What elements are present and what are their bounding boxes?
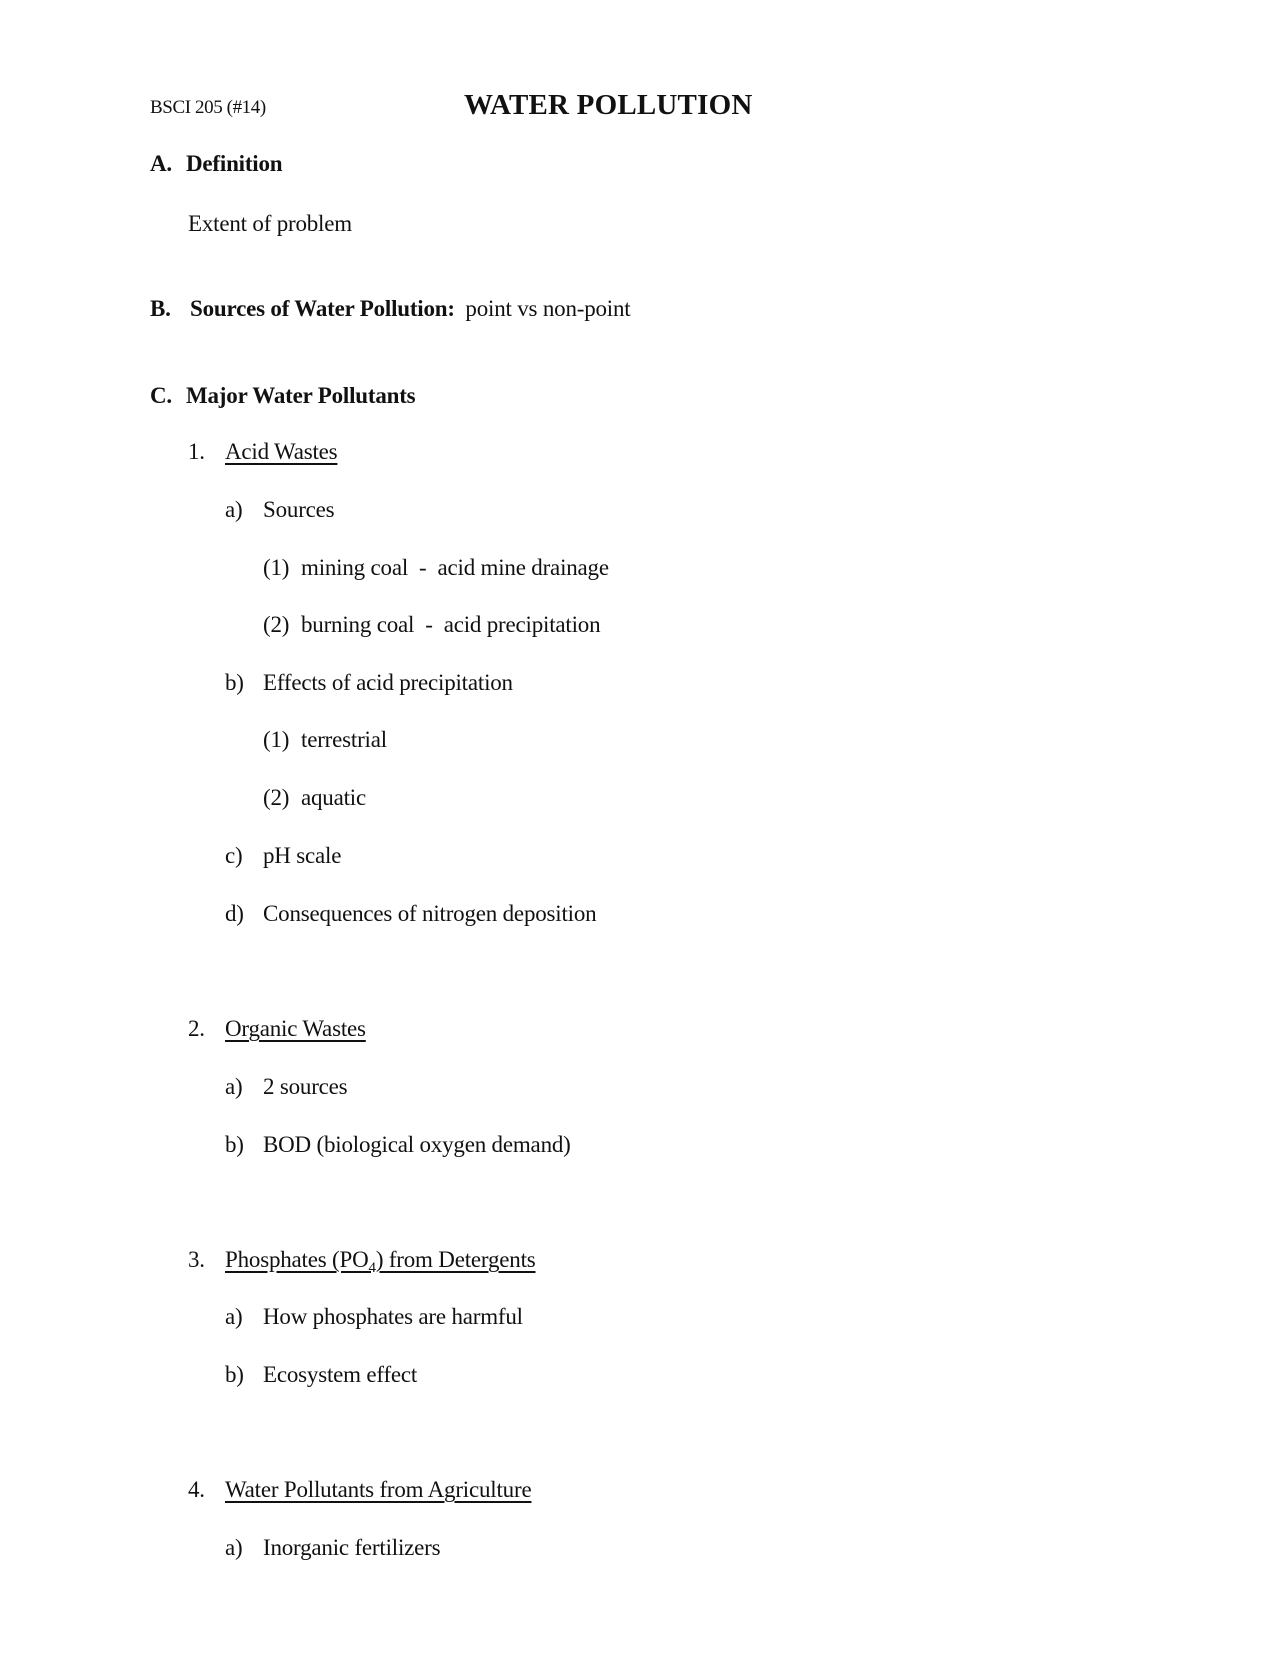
nitrogen-marker: d) — [225, 901, 244, 926]
effect-terrestrial — [263, 726, 387, 754]
section-a-heading — [150, 150, 282, 178]
mining-label: mining coal — [301, 555, 409, 580]
effect-aquatic — [263, 784, 366, 812]
course-code: BSCI 205 (#14) — [150, 97, 266, 118]
acid-nitrogen-item — [225, 900, 596, 928]
organic-sources-item — [225, 1073, 347, 1101]
organic-bod-item — [225, 1131, 571, 1159]
burning-dash: - — [425, 612, 433, 637]
pollutant-phosphates-title — [225, 1247, 536, 1276]
pollutant-organic-heading — [188, 1015, 366, 1043]
pollutant-phosphates-heading — [188, 1246, 536, 1274]
section-c-marker: C. — [150, 383, 172, 408]
section-b-text: point vs non-point — [465, 296, 631, 321]
terrestrial-label: terrestrial — [301, 727, 387, 752]
organic-b-label: BOD (biological oxygen demand) — [263, 1132, 571, 1157]
pollutant-agriculture-marker: 4. — [188, 1477, 205, 1502]
section-c-heading — [150, 382, 415, 410]
phosphates-a-label: How phosphates are harmful — [263, 1304, 523, 1329]
phosphates-title-before: Phosphates (PO — [225, 1247, 369, 1272]
section-c-title: Major Water Pollutants — [186, 383, 416, 408]
organic-b-marker: b) — [225, 1132, 244, 1157]
phosphates-b-marker: b) — [225, 1362, 244, 1387]
aquatic-marker: (2) — [263, 785, 290, 810]
mining-dash: - — [419, 555, 427, 580]
phosphates-title-subscript: 4 — [368, 1260, 376, 1276]
phosphates-b-label: Ecosystem effect — [263, 1362, 418, 1387]
pollutant-acid-marker: 1. — [188, 439, 205, 464]
phosphates-harmful-item — [225, 1303, 523, 1331]
agriculture-fertilizers-item — [225, 1534, 440, 1562]
burning-marker: (2) — [263, 612, 290, 637]
acid-effects-label: Effects of acid precipitation — [263, 670, 513, 695]
phosphates-ecosystem-item — [225, 1361, 417, 1389]
acid-sources-item — [225, 496, 334, 524]
agriculture-a-label: Inorganic fertilizers — [263, 1535, 441, 1560]
aquatic-label: aquatic — [301, 785, 367, 810]
mining-desc: acid mine drainage — [437, 555, 609, 580]
phosphates-title-after: ) from Detergents — [375, 1247, 536, 1272]
section-b-heading — [150, 295, 631, 323]
acid-source-burning — [263, 611, 600, 639]
section-b-marker: B. — [150, 296, 171, 321]
section-a-text: Extent of problem — [188, 211, 352, 236]
terrestrial-marker: (1) — [263, 727, 290, 752]
pollutant-acid-title: Acid Wastes — [225, 439, 338, 464]
nitrogen-label: Consequences of nitrogen deposition — [263, 901, 597, 926]
acid-effects-item — [225, 669, 513, 697]
pollutant-phosphates-marker: 3. — [188, 1247, 205, 1272]
section-b-title: Sources of Water Pollution: — [190, 296, 455, 321]
ph-marker: c) — [225, 843, 243, 868]
pollutant-organic-marker: 2. — [188, 1016, 205, 1041]
burning-desc: acid precipitation — [443, 612, 601, 637]
phosphates-a-marker: a) — [225, 1304, 243, 1329]
page-title: WATER POLLUTION — [464, 89, 753, 121]
organic-a-label: 2 sources — [263, 1074, 348, 1099]
mining-marker: (1) — [263, 555, 290, 580]
acid-sources-marker: a) — [225, 497, 243, 522]
pollutant-agriculture-heading — [188, 1476, 531, 1504]
acid-sources-label: Sources — [263, 497, 335, 522]
pollutant-organic-title: Organic Wastes — [225, 1016, 366, 1041]
burning-label: burning coal — [301, 612, 415, 637]
acid-effects-marker: b) — [225, 670, 244, 695]
ph-label: pH scale — [263, 843, 342, 868]
section-a-marker: A. — [150, 151, 172, 176]
organic-a-marker: a) — [225, 1074, 243, 1099]
pollutant-agriculture-title: Water Pollutants from Agriculture — [225, 1477, 532, 1502]
pollutant-acid-heading — [188, 438, 337, 466]
acid-source-mining — [263, 554, 609, 582]
acid-ph-item — [225, 842, 341, 870]
section-a-title: Definition — [186, 151, 283, 176]
agriculture-a-marker: a) — [225, 1535, 243, 1560]
